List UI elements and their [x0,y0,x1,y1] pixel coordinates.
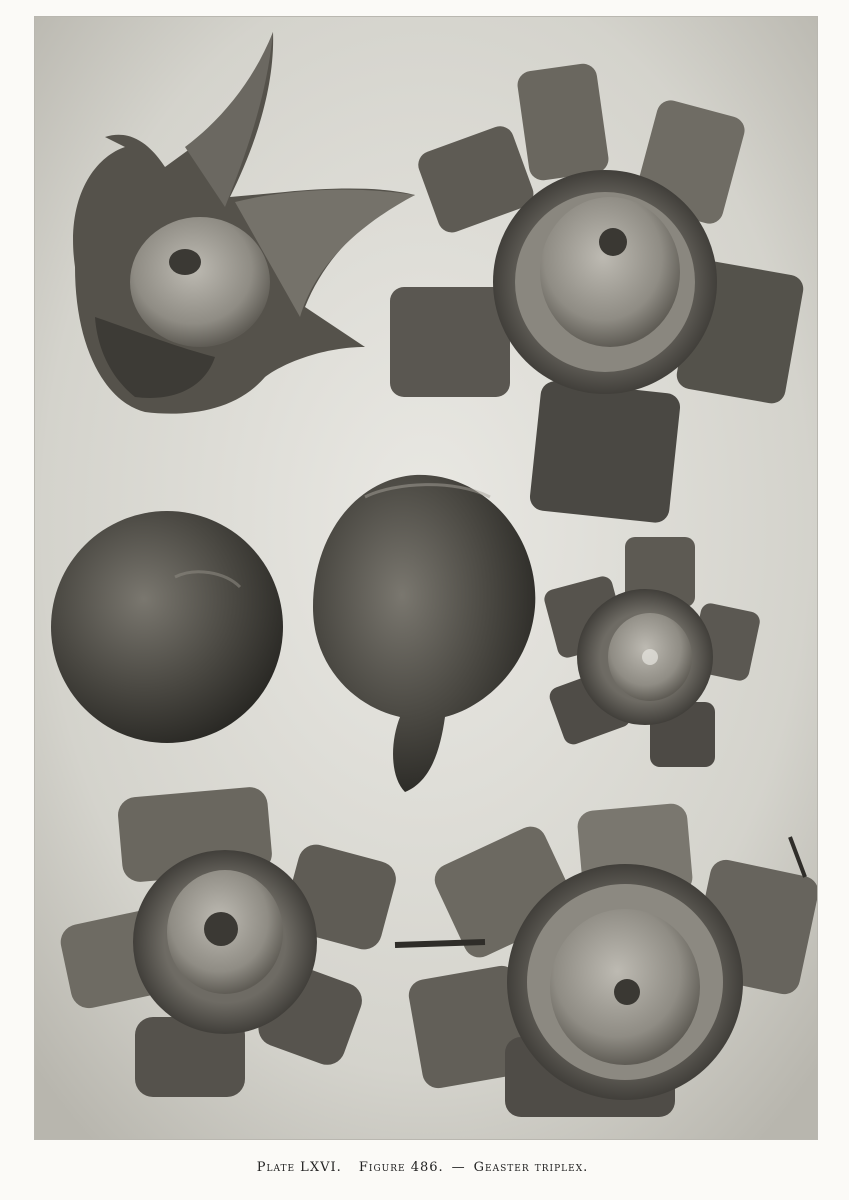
plate-photograph [34,16,818,1140]
plate-caption [0,1160,849,1175]
figure-label: Figure 486. [358,1160,444,1175]
specimens-illustration [35,17,817,1139]
figure-number [355,1160,592,1175]
caption-separator: — [451,1160,466,1175]
specimen-middle-left [51,511,283,743]
plate-number: Plate LXVI. [256,1160,342,1175]
species-name: Geaster triplex. [473,1160,589,1175]
